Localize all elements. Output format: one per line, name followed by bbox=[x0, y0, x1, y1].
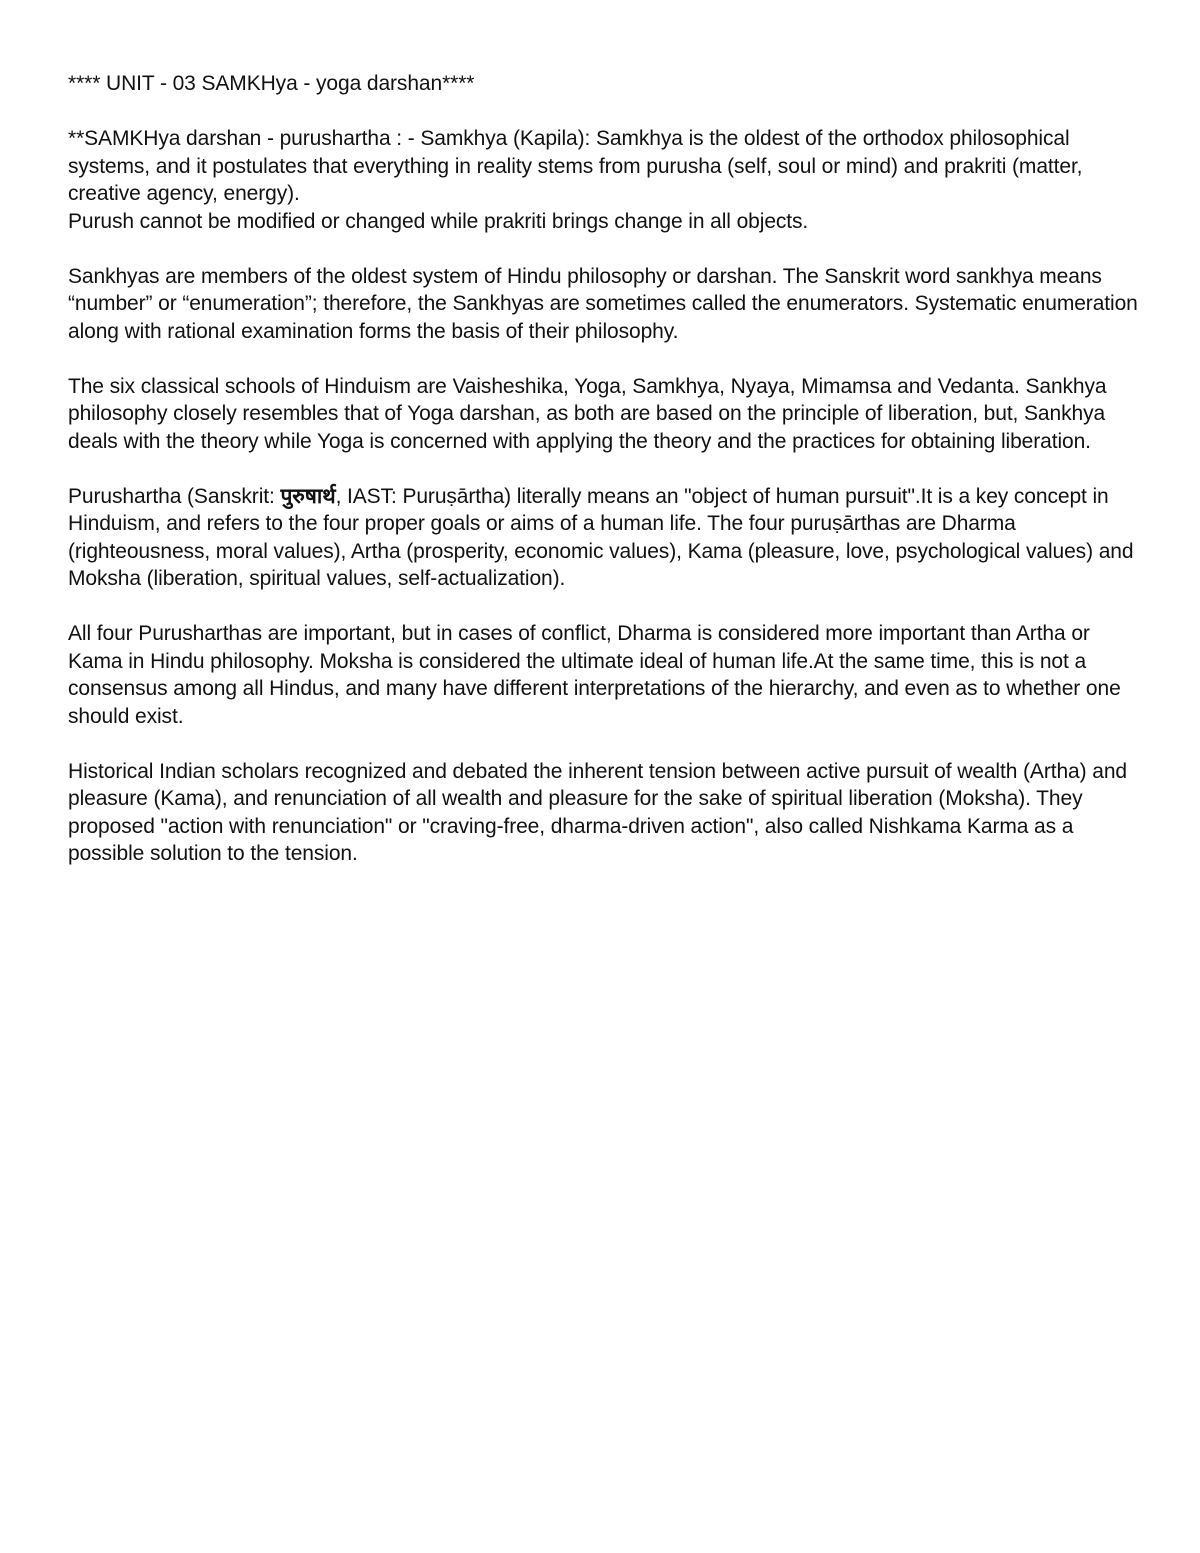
document-body bbox=[68, 70, 1138, 895]
paragraph-four-purusharthas: All four Purusharthas are important, but in cases of conflict, Dharma is considered more important than Artha or Kama in Hindu philosophy. Moksha is considered the ultimate ideal of human life.At the same time, this is not a consensus among all Hindus, and many have different interpretations of the hierarchy, and even as to whether one should exist. bbox=[68, 622, 1121, 728]
paragraph-six-schools: The six classical schools of Hinduism are Vaisheshika, Yoga, Samkhya, Nyaya, Mimamsa and Vedanta. Sankhya philosophy closely resembles that of Yoga darshan, as both are based on the principle of liberation, but, Sankhya deals with the theory while Yoga is concerned with applying the theory and the practices for obtaining liberation. bbox=[68, 374, 1107, 453]
purushartha-devanagari: पुरुषार्थ bbox=[280, 483, 336, 508]
paragraph-purushartha bbox=[68, 483, 1138, 593]
paragraph-historical-scholars: Historical Indian scholars recognized and debated the inherent tension between active pursuit of wealth (Artha) and pleasure (Kama), and renunciation of all wealth and pleasure for the sake of spiritual liberation (Moksha). They proposed "action with renunciation" or "craving-free, dharma-driven action", also called Nishkama Karma as a possible solution to the tension. bbox=[68, 759, 1127, 865]
paragraph-samkhya-intro: **SAMKHya darshan - purushartha : - Samkhya (Kapila): Samkhya is the oldest of the orthodox philosophical systems, and it postulates that everything in reality stems from purusha (self, soul or mind) and prakriti (matter, creative agency, energy). bbox=[68, 127, 1083, 205]
paragraph-purush: Purush cannot be modified or changed while prakriti brings change in all objects. bbox=[68, 209, 809, 233]
paragraph-sankhyas: Sankhyas are members of the oldest system of Hindu philosophy or darshan. The Sanskrit word sankhya means “number” or “enumeration”; therefore, the Sankhyas are sometimes called the enumerators. Systematic enumeration along with rational examination forms the basis of their philosophy. bbox=[68, 264, 1138, 343]
purushartha-text-after: , IAST: Puruṣārtha) literally means an "object of human pursuit".It is a key concept in Hinduism, and refers to the four proper goals or aims of a human life. The four puruṣārthas are Dharma (righteousness, moral values), Artha (prosperity, economic values), Kama (pleasure, love, psychological values) and Moksha (liberation, spiritual values, self-actualization). bbox=[68, 484, 1134, 590]
purushartha-text-before: Purushartha (Sanskrit: bbox=[68, 484, 281, 508]
document-title: **** UNIT - 03 SAMKHya - yoga darshan**** bbox=[68, 72, 475, 95]
